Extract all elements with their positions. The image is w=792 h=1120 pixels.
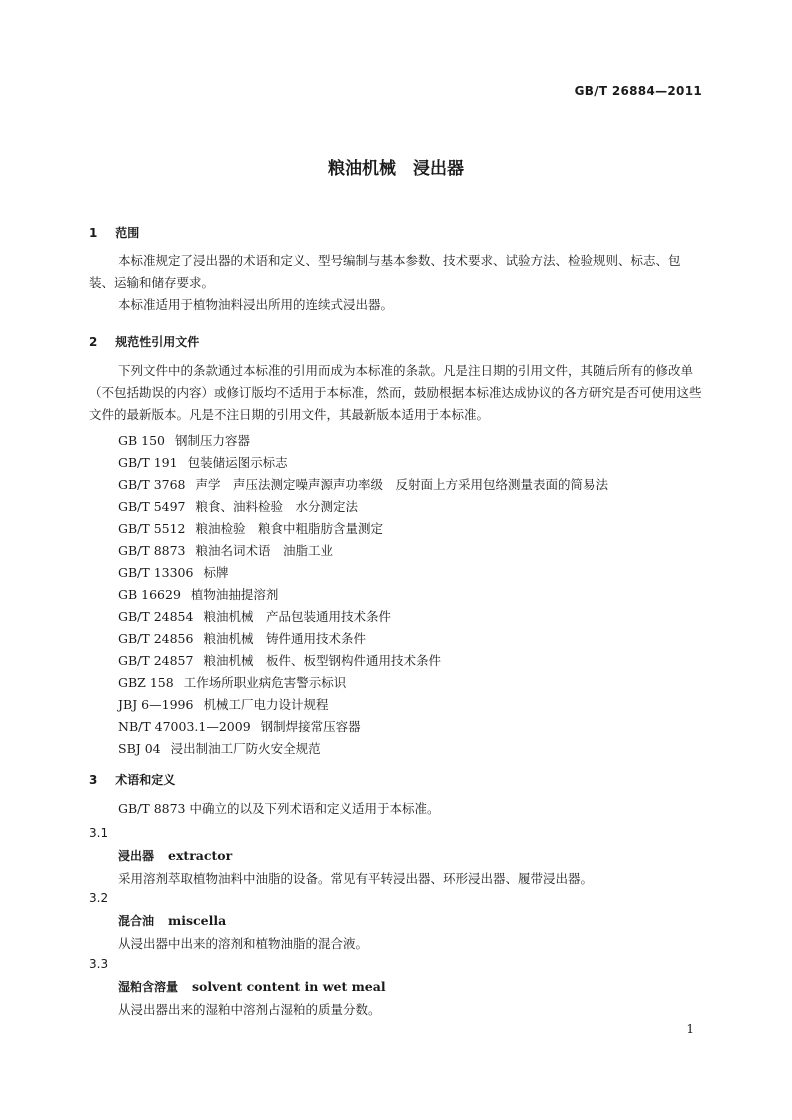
reference-item (118, 695, 328, 713)
terms-intro: GB/T 8873 中确立的以及下列术语和定义适用于本标准。 (118, 801, 440, 816)
reference-title: 粮食、油料检验 水分测定法 (195, 499, 359, 514)
reference-title: 标牌 (203, 565, 229, 580)
reference-item (118, 475, 608, 493)
page-number: 1 (686, 1022, 694, 1036)
reference-title: 浸出制油工厂防火安全规范 (170, 741, 321, 756)
reference-code: GB/T 24856 (118, 631, 194, 646)
reference-item (118, 519, 383, 537)
reference-item (118, 629, 366, 647)
reference-title: 粮油检验 粮食中粗脂肪含量测定 (195, 521, 384, 536)
reference-code: GB/T 191 (118, 455, 178, 470)
term-definition: 采用溶剂萃取植物油料中油脂的设备。常见有平转浸出器、环形浸出器、履带浸出器。 (118, 871, 594, 886)
reference-code: GB/T 24854 (118, 609, 194, 624)
reference-item (118, 717, 361, 735)
reference-item (118, 563, 228, 581)
reference-code: GB/T 8873 (118, 543, 186, 558)
scope-paragraph-1: 本标准规定了浸出器的术语和定义、型号编制与基本参数、技术要求、试验方法、检验规则、标志、包装、运输和储存要求。 (89, 253, 681, 290)
section-title: 范围 (115, 226, 140, 240)
reference-title: 工作场所职业病危害警示标识 (183, 675, 347, 690)
reference-item (118, 673, 346, 691)
section-3-heading (89, 771, 175, 788)
reference-title: 粮油机械 铸件通用技术条件 (203, 631, 366, 646)
reference-item (118, 585, 278, 603)
term-number: 3.2 (89, 891, 109, 905)
term-definition: 从浸出器出来的湿粕中溶剂占湿粕的质量分数。 (118, 1002, 381, 1017)
reference-title: 钢制焊接常压容器 (260, 719, 361, 734)
reference-code: JBJ 6—1996 (118, 697, 194, 712)
term-name-zh: 浸出器 (118, 849, 155, 863)
reference-code: GB 150 (118, 433, 166, 448)
reference-title: 粮油机械 板件、板型钢构件通用技术条件 (203, 653, 441, 668)
section-number: 3 (89, 773, 98, 787)
reference-item (118, 497, 358, 515)
section-title: 术语和定义 (115, 773, 176, 787)
standard-code: GB/T 26884—2011 (574, 84, 702, 98)
term-definition: 从浸出器中出来的溶剂和植物油脂的混合液。 (118, 936, 369, 951)
reference-item (118, 541, 333, 559)
reference-code: GB/T 5497 (118, 499, 186, 514)
term-name-zh: 湿粕含溶量 (118, 980, 179, 994)
term-heading (118, 912, 226, 929)
reference-code: GB/T 13306 (118, 565, 194, 580)
document-title: 粮油机械 浸出器 (328, 159, 464, 179)
reference-code: NB/T 47003.1—2009 (118, 719, 251, 734)
reference-code: GB 16629 (118, 587, 181, 602)
reference-code: SBJ 04 (118, 741, 161, 756)
term-heading (118, 847, 232, 864)
scope-paragraph-2: 本标准适用于植物油料浸出所用的连续式浸出器。 (118, 297, 394, 312)
term-name-zh: 混合油 (118, 914, 155, 928)
section-number: 1 (89, 226, 98, 240)
term-number: 3.1 (89, 826, 109, 840)
references-intro: 下列文件中的条款通过本标准的引用而成为本标准的条款。凡是注日期的引用文件，其随后所有的修改单（不包括勘误的内容）或修订版均不适用于本标准，然而，鼓励根据本标准达成协议的各方研究是否可使用这些文件的最新版本。凡是不注日期的引用文件，其最新版本适用于本标准。 (89, 363, 702, 422)
reference-code: GB/T 3768 (118, 477, 186, 492)
reference-title: 粮油名词术语 油脂工业 (195, 543, 334, 558)
reference-code: GBZ 158 (118, 675, 174, 690)
reference-item (118, 651, 441, 669)
reference-title: 包装储运图示标志 (187, 455, 288, 470)
reference-item (118, 739, 321, 757)
reference-item (118, 431, 250, 449)
reference-item (118, 607, 391, 625)
term-name-en: miscella (168, 913, 227, 928)
reference-item (118, 453, 288, 471)
section-1-heading (89, 224, 139, 241)
reference-title: 粮油机械 产品包装通用技术条件 (203, 609, 391, 624)
reference-code: GB/T 24857 (118, 653, 194, 668)
term-name-en: extractor (168, 848, 233, 863)
reference-code: GB/T 5512 (118, 521, 186, 536)
section-title: 规范性引用文件 (115, 335, 200, 349)
term-number: 3.3 (89, 957, 109, 971)
section-number: 2 (89, 335, 98, 349)
reference-title: 钢制压力容器 (175, 433, 251, 448)
reference-title: 植物油抽提溶剂 (190, 587, 279, 602)
section-2-heading (89, 333, 199, 350)
reference-title: 声学 声压法测定噪声源声功率级 反射面上方采用包络测量表面的简易法 (195, 477, 609, 492)
term-heading (118, 978, 386, 995)
reference-title: 机械工厂电力设计规程 (203, 697, 329, 712)
term-name-en: solvent content in wet meal (192, 979, 386, 994)
